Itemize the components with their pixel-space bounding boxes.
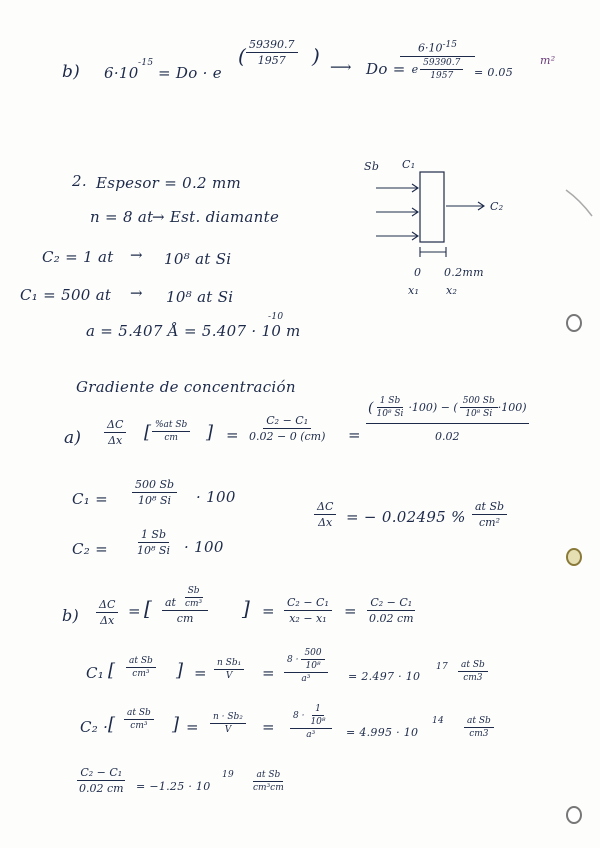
b2-c2-calc-b-num: 1 <box>312 704 324 716</box>
c2-ratio: 10⁸ at Si <box>164 250 232 268</box>
bracket-open: [ <box>144 422 152 443</box>
c2-def: C₂ = 1 at <box>42 248 114 266</box>
b2-final-val: = −1.25 · 10 <box>136 780 211 793</box>
b2-final-unit <box>250 770 287 793</box>
res-num-exp: -15 <box>442 40 457 50</box>
b2-units-sub-den: cm³ <box>184 599 203 609</box>
part-b2-mid1 <box>284 596 332 625</box>
b2-c1-unit <box>126 656 156 679</box>
b2-c1-eq-num: n Sb₁ <box>214 658 244 670</box>
b2-c1-unit-den: cm³ <box>132 669 150 679</box>
mid-num: C₂ − C₁ <box>263 414 311 429</box>
b2-final-unit-num: at Sb <box>253 770 283 782</box>
b2-c2-calc <box>290 704 332 740</box>
c1-num: 500 Sb <box>132 478 177 493</box>
part-b1-eq: = Do · e <box>158 64 222 82</box>
espesor: Espesor = 0.2 mm <box>96 174 241 192</box>
binder-hole-icon <box>566 314 582 332</box>
b2-c2-unit-num: at Sb <box>124 708 154 720</box>
b2-c1-calc-b-num: 500 <box>301 648 324 660</box>
c2-equals-2: = <box>262 718 275 736</box>
b2-c2-val-unit <box>464 716 494 739</box>
slab <box>420 172 444 242</box>
gradient-a-lhs <box>104 418 126 447</box>
b2-c2-calc-a: 8 · <box>293 710 305 721</box>
b2-c1-unit-num: at Sb <box>126 656 156 668</box>
b2-units-top: at <box>165 596 176 609</box>
b2-c2-label: C₂ · <box>80 718 109 736</box>
lhs-den: Δx <box>108 434 123 447</box>
b2-final-num: C₂ − C₁ <box>77 766 125 781</box>
b2-c2-eq-num: n · Sb₂ <box>210 712 246 724</box>
page-curl <box>566 190 592 216</box>
c1-label: C₁ = <box>72 490 109 508</box>
b2-final-exp: 19 <box>222 770 235 780</box>
paren-close: ) <box>312 44 321 68</box>
b2-c2-val-unit-den: cm3 <box>469 729 489 739</box>
b2-c2-unit-den: cm³ <box>130 721 148 731</box>
c1-equals-1: = <box>194 664 207 682</box>
part-b2-mid2 <box>366 596 417 625</box>
units-den: cm <box>164 433 178 443</box>
equals-1: = <box>226 426 239 444</box>
c1-frac <box>132 478 177 507</box>
right-den: 0.02 <box>435 430 460 443</box>
part-b1-lhs-exp: -15 <box>138 58 154 68</box>
diagram-x1: x₁ <box>408 284 420 297</box>
b2-final-unit-den: cm³cm <box>253 783 284 793</box>
part-b1-label: b) <box>62 62 81 82</box>
right-mult-a: ·100) − ( <box>408 401 458 414</box>
b2-c1-eq-den: V <box>225 671 233 681</box>
b2-mid2-den: 0.02 cm <box>369 612 414 625</box>
b2-equals-2: = <box>262 602 275 620</box>
c1-equals-2: = <box>262 664 275 682</box>
c2-den: 10⁸ Si <box>137 544 170 557</box>
binder-hole-icon <box>566 806 582 824</box>
gradient-heading: Gradiente de concentración <box>76 378 296 396</box>
c1-def: C₁ = 500 at <box>20 286 112 304</box>
b2-mid1-num: C₂ − C₁ <box>284 596 332 611</box>
c2-label: C₂ = <box>72 540 109 558</box>
b2-lhs-den: Δx <box>100 614 115 627</box>
res-den-base: e <box>411 62 419 76</box>
gradient-a-mid <box>246 414 328 443</box>
gradient-a-result: = − 0.02495 % <box>346 508 466 526</box>
c2-num: 1 Sb <box>138 528 169 543</box>
b2-c1-val-unit-num: at Sb <box>458 660 488 672</box>
diagram-axis-02: 0.2mm <box>444 266 484 279</box>
paren-open: ( <box>238 44 247 68</box>
b2-c1-val-exp: 17 <box>436 662 449 672</box>
b2-c2-val-unit-num: at Sb <box>464 716 494 728</box>
c2-frac <box>134 528 173 557</box>
lhs-num: ΔC <box>104 418 126 433</box>
part-b1-lhs: 6·10 <box>104 64 139 82</box>
b2-c2-eq <box>210 712 246 735</box>
b2-c1-calc-b-den: 10⁸ <box>305 661 321 671</box>
b2-mid2-num: C₂ − C₁ <box>367 596 415 611</box>
part-b1-value: = 0.05 <box>474 66 514 79</box>
diagram-x2: x₂ <box>446 284 458 297</box>
b2-c1-val-unit-den: cm3 <box>463 673 483 683</box>
exp-num: 59390.7 <box>246 38 298 53</box>
problem2-number: 2. <box>72 172 87 190</box>
gradient-a-label: a) <box>64 428 82 448</box>
corner-mark: m² <box>540 54 556 67</box>
b2-c1-val-unit <box>458 660 488 683</box>
b2-final-frac <box>76 766 127 795</box>
n-arrow: → Est. diamante <box>152 208 280 226</box>
arrow: ⟶ <box>330 58 352 76</box>
part-b2-units <box>162 586 208 625</box>
b2-c1-calc-den: a³ <box>301 674 311 684</box>
gradient-a-units <box>152 420 190 443</box>
b2-c1-calc-a: 8 · <box>287 654 299 665</box>
b2-lhs-num: ΔC <box>96 598 118 613</box>
part-b1-result-prefix: Do = <box>366 60 406 78</box>
c2-bracket-close: ] <box>172 714 180 735</box>
b2-c2-eq-den: V <box>224 725 232 735</box>
gradient-a-result-lhs <box>314 500 336 529</box>
binder-hole-icon <box>566 548 582 566</box>
a-def: a = 5.407 Å = 5.407 · 10 <box>86 322 282 340</box>
res-num: ΔC <box>314 500 336 515</box>
n-def: n = 8 at <box>90 208 154 226</box>
mid-den: 0.02 − 0 (cm) <box>249 430 326 443</box>
gradient-a-result-unit <box>472 500 507 529</box>
c2-arrow: → <box>130 246 143 264</box>
b2-c2-calc-b-den: 10⁸ <box>310 717 326 727</box>
b2-c2-val: = 4.995 · 10 <box>346 726 419 739</box>
c2-equals-1: = <box>186 718 199 736</box>
right-den-b: 10⁸ Si <box>465 409 493 419</box>
b2-c1-calc <box>284 648 328 684</box>
b2-bracket-open: [ <box>144 596 153 620</box>
c1-bracket-open: [ <box>108 660 116 681</box>
exp-den: 1957 <box>257 54 286 67</box>
res-den-num: 59390.7 <box>420 58 463 70</box>
res-den: Δx <box>318 516 333 529</box>
part-b2-label: b) <box>62 606 80 625</box>
right-num-a: 1 Sb <box>377 396 404 408</box>
equals-2: = <box>348 426 361 444</box>
c1-mult: · 100 <box>196 488 236 506</box>
b2-c1-label: C₁ <box>86 664 105 682</box>
b2-units-sub-num: Sb <box>185 586 203 598</box>
b2-final-den: 0.02 cm <box>79 782 124 795</box>
a-exp: -10 <box>268 312 284 322</box>
res-unit-num: at Sb <box>472 500 507 515</box>
a-unit: m <box>286 322 301 340</box>
diagram-axis-0: 0 <box>414 266 422 279</box>
c2-mult: · 100 <box>184 538 224 556</box>
right-num-b: 500 Sb <box>460 396 498 408</box>
c1-arrow: → <box>130 284 143 302</box>
res-num: 6·10 <box>418 41 443 55</box>
c1-den: 10⁸ Si <box>138 494 172 507</box>
right-mult-b: ·100) <box>497 401 527 414</box>
c1-bracket-close: ] <box>176 660 184 681</box>
units-num: %at Sb <box>152 420 190 432</box>
b2-c2-unit <box>124 708 154 731</box>
b2-mid1-den: x₂ − x₁ <box>289 612 327 625</box>
b2-units-den: cm <box>176 612 194 625</box>
b2-bracket-close: ] <box>242 596 251 620</box>
res-unit-den: cm² <box>479 516 501 529</box>
part-b2-lhs <box>96 598 118 627</box>
right-den-a: 10⁸ Si <box>376 409 404 419</box>
b2-c1-eq <box>214 658 244 681</box>
res-den-den: 1957 <box>430 70 454 81</box>
b2-c2-calc-den: a³ <box>306 730 316 740</box>
b2-equals-1: = <box>128 602 141 620</box>
b2-c1-val: = 2.497 · 10 <box>348 670 421 683</box>
c2-bracket-open: [ <box>108 714 116 735</box>
gradient-a-right: ( $\frac{1 Sb}{\text{10⁸ Si}}$ ·100) − ( $\frac{500 Sb}{\text{10⁸ Si}}$ ·100) 0.02 <box>368 396 527 443</box>
b2-equals-3: = <box>344 602 357 620</box>
b2-c2-val-exp: 14 <box>432 716 445 726</box>
diagram-c2: C₂ <box>490 200 504 213</box>
bracket-close: ] <box>206 422 214 443</box>
diagram-c1: C₁ <box>402 158 416 171</box>
c1-ratio: 10⁸ at Si <box>166 288 234 306</box>
diagram-sb: Sb <box>364 160 380 173</box>
